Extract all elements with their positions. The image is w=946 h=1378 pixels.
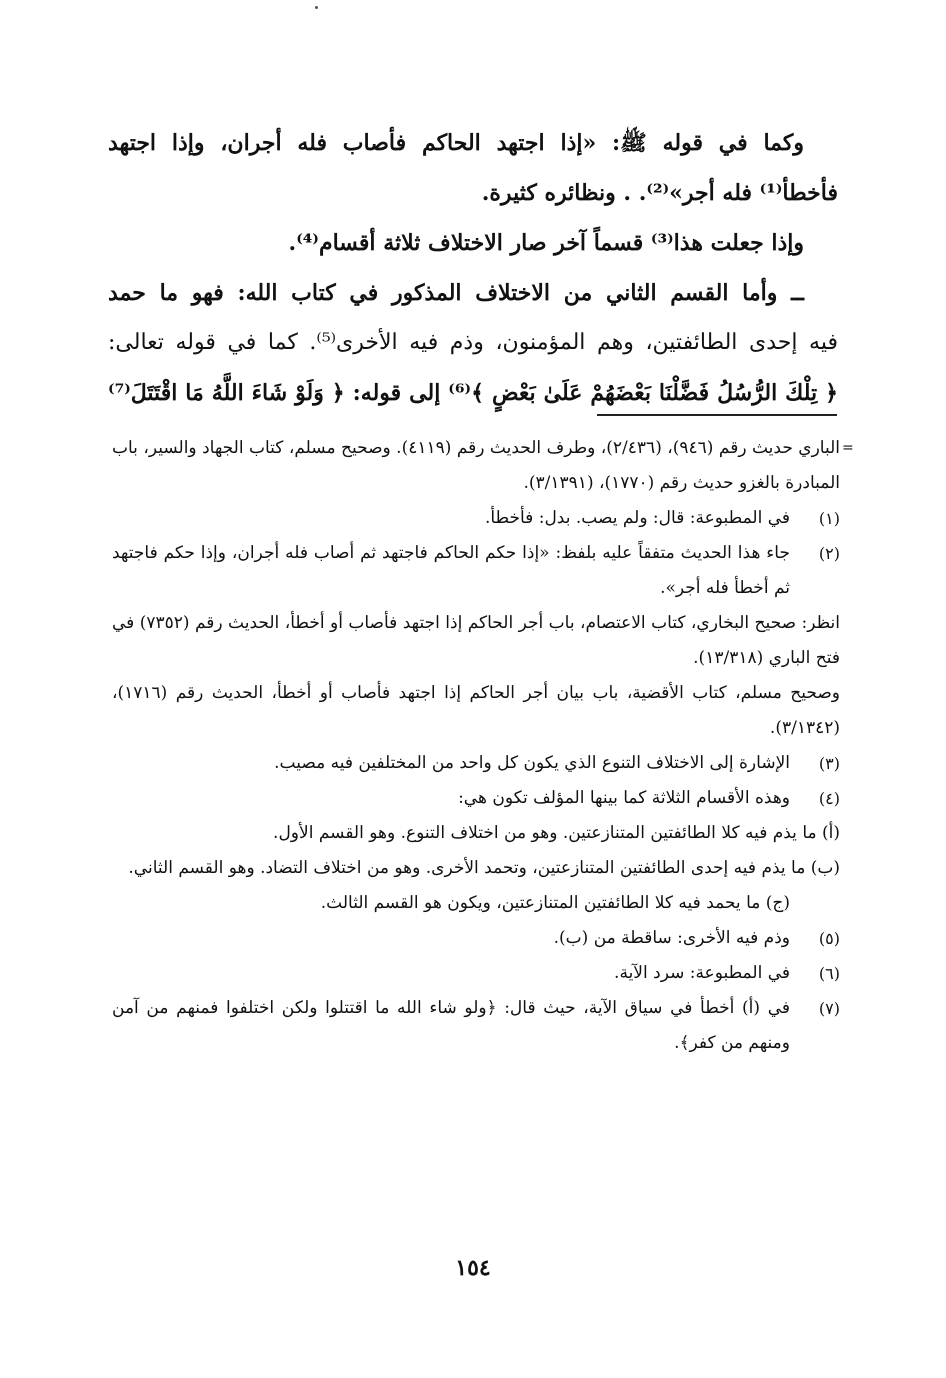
- main-text: [108, 118, 838, 418]
- footnote-text: في المطبوعة: قال: ولم يصب. بدل: فأخطأ.: [484, 508, 790, 528]
- footnote-number: (٧): [818, 999, 840, 1018]
- footnote-number: (٣): [818, 754, 840, 773]
- footnote-3: [112, 746, 840, 781]
- footnote-text: (أ) ما يذم فيه كلا الطائفتين المتنازعتين. وهو من اختلاف التنوع. وهو القسم الأول.: [273, 823, 840, 843]
- footnote-2: [112, 536, 840, 606]
- footnote-4-items: [112, 816, 840, 921]
- footnote-number: (٤): [818, 789, 840, 808]
- footnote-number: (٢): [818, 544, 840, 563]
- footnote-text: انظر: صحيح البخاري، كتاب الاعتصام، باب أجر الحاكم إذا اجتهد فأصاب أو أخطأ، الحديث رقم (٧٣٥٢) في فتح الباري (١٣/٣١٨).: [112, 613, 840, 668]
- page-number: ١٥٤: [455, 1255, 491, 1281]
- main-line-3: وإذا جعلت هذا⁽³⁾ قسماً آخر صار الاختلاف ثلاثة أقسام⁽⁴⁾.: [288, 230, 804, 256]
- footnote-6: [112, 956, 840, 991]
- scan-speck: [315, 6, 318, 9]
- footnote-text: في (أ) أخطأ في سياق الآية، حيث قال: ﴿ولو شاء الله ما اقتتلوا ولكن اختلفوا فمنهم من آمن ومنهم من كفر﴾.: [112, 998, 790, 1053]
- footnote-1: [112, 501, 840, 536]
- main-line-6: ﴿ تِلْكَ الرُّسُلُ فَضَّلْنَا بَعْضَهُمْ عَلَىٰ بَعْضٍ ﴾⁽⁶⁾ إلى قوله: ﴿ وَلَوْ شَاءَ اللَّهُ مَا اقْتَتَلَ⁽⁷⁾: [108, 380, 838, 406]
- footnote-separator: [597, 414, 837, 416]
- footnote-7: [112, 991, 840, 1061]
- footnote-text: جاء هذا الحديث متفقاً عليه بلفظ: «إذا حكم الحاكم فاجتهد ثم أصاب فله أجران، وإذا حكم فاجتهد ثم أخطأ فله أجر».: [112, 543, 790, 598]
- main-line-5: فيه إحدى الطائفتين، وهم المؤمنون، وذم فيه الأخرى⁽⁵⁾. كما في قوله تعالى:: [108, 330, 838, 355]
- main-line-2: فأخطأ⁽¹⁾ فله أجر»⁽²⁾. . ونظائره كثيرة.: [481, 180, 838, 206]
- footnote-text: وصحيح مسلم، كتاب الأقضية، باب بيان أجر الحاكم إذا اجتهد فأصاب أو أخطأ، الحديث رقم (١٧١٦)، (٣/١٣٤٢).: [112, 683, 840, 738]
- footnote-5: [112, 921, 840, 956]
- footnote-number: (١): [818, 509, 840, 528]
- footnote-continuation: [112, 431, 840, 501]
- footnote-number: (٦): [818, 964, 840, 983]
- continuation-mark: =: [842, 440, 854, 456]
- footnote-text: في المطبوعة: سرد الآية.: [614, 963, 790, 983]
- footnote-4: [112, 781, 840, 816]
- footnote-text: وذم فيه الأخرى: ساقطة من (ب).: [553, 928, 790, 948]
- footnote-number: (٥): [818, 929, 840, 948]
- footnote-text: (ب) ما يذم فيه إحدى الطائفتين المتنازعتين، وتحمد الأخرى. وهو من اختلاف التضاد. وهو القسم الثاني.: [128, 858, 840, 878]
- footnotes: [112, 431, 840, 1061]
- footnote-text: وهذه الأقسام الثلاثة كما بينها المؤلف تكون هي:: [458, 788, 790, 808]
- footnote-text: الباري حديث رقم (٩٤٦)، (٢/٤٣٦)، وطرف الحديث رقم (٤١١٩). وصحيح مسلم، كتاب الجهاد والسير، باب المبادرة بالغزو حديث رقم (١٧٧٠)، (٣/١٣٩١).: [112, 438, 841, 493]
- footnote-text: الإشارة إلى الاختلاف التنوع الذي يكون كل واحد من المختلفين فيه مصيب.: [274, 753, 790, 773]
- footnote-text: (ج) ما يحمد فيه كلا الطائفتين المتنازعتين، ويكون هو القسم الثالث.: [320, 893, 790, 913]
- main-line-1: وكما في قوله ﷺ: «إذا اجتهد الحاكم فأصاب فله أجران، وإذا اجتهد: [108, 130, 804, 156]
- footnote-2-references: [112, 606, 840, 746]
- main-line-4: ــ وأما القسم الثاني من الاختلاف المذكور في كتاب الله: فهو ما حمد: [108, 280, 804, 306]
